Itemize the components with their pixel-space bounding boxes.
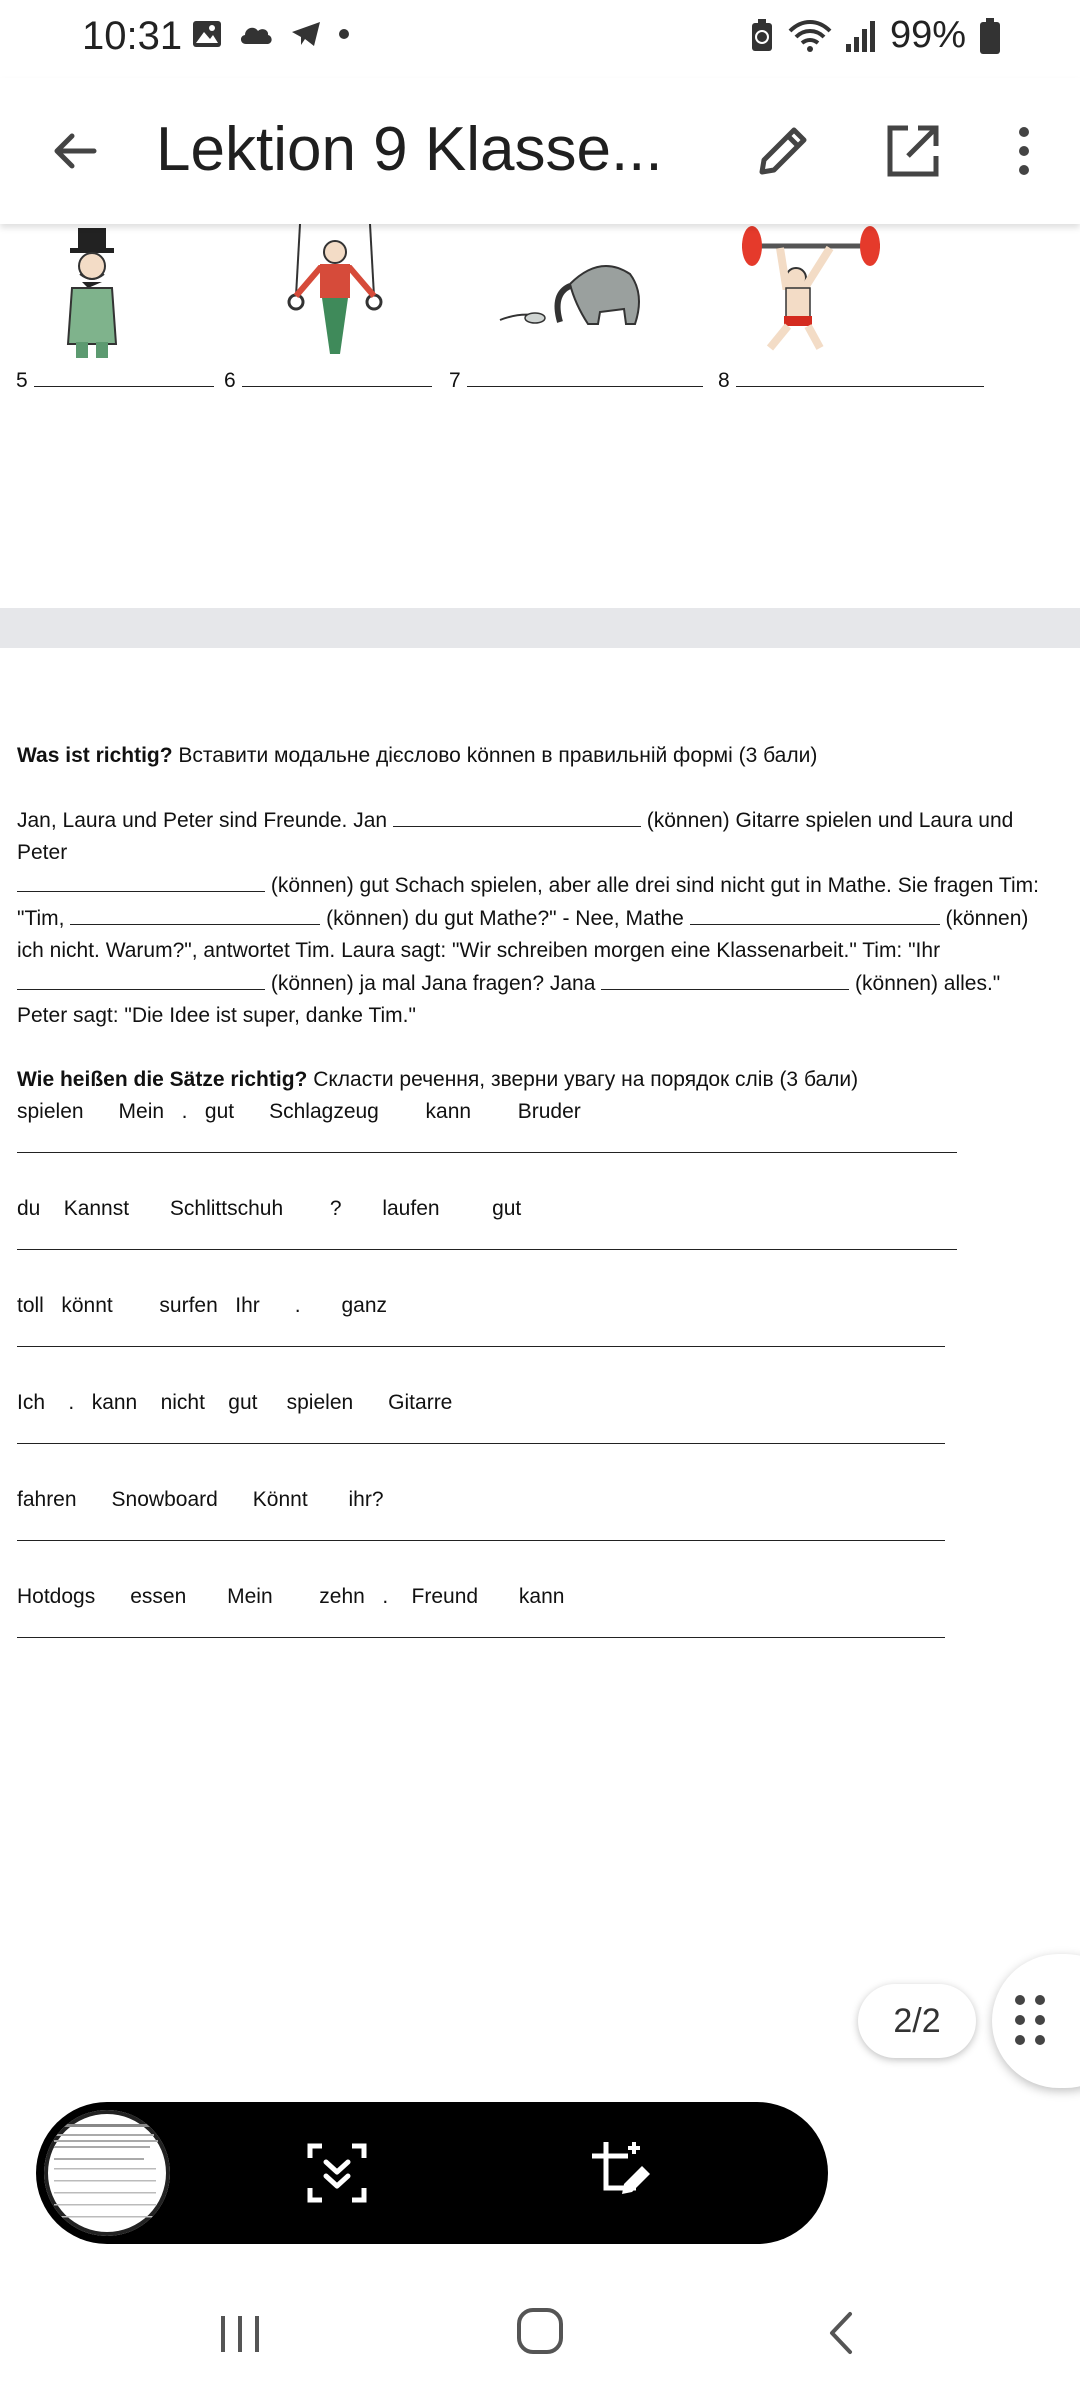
signal-icon [846,20,876,52]
weightlifter-illustration [742,226,880,348]
exercise1-heading: Was ist richtig? Вставити модальне дієслово können в правильній формі (3 бали) [17,744,818,767]
exercise1-line-5: (können) ja mal Jana fragen? Jana (können) alles." [17,967,1057,1000]
status-right [750,14,1000,57]
exercise1-line-6: Peter sagt: "Die Idee ist super, danke Tim." [17,1004,416,1027]
document-page-1 [0,224,1080,608]
battery-saver-icon [750,19,774,53]
telegram-icon [290,20,322,48]
status-time: 10:31 [82,14,183,58]
blank-5: 5 [16,368,214,393]
blank-8: 8 [718,368,984,393]
page-counter: 2/2 [858,1984,976,2058]
document-title: Lektion 9 Klasse... [156,115,663,184]
battery-icon [980,18,1000,54]
scrambled-sentence-5: fahren Snowboard Könnt ihr? [17,1488,384,1511]
scrambled-sentence-2: du Kannst Schlittschuh ? laufen gut [17,1197,522,1220]
exercise-illustrations [0,224,1080,364]
battery-percent: 99% [889,14,966,56]
status-bar [0,0,1080,78]
screenshot-toolbar [36,2102,828,2244]
exercise1-line-1: Jan, Laura und Peter sind Freunde. Jan (können) Gitarre spielen und Laura und Peter [17,804,1057,869]
document-page-2 [0,648,1080,2108]
recent-apps-icon[interactable] [218,2312,262,2356]
home-icon[interactable] [515,2306,565,2356]
scrambled-sentence-1: spielen Mein . gut Schlagzeug kann Bruder [17,1100,581,1123]
document-content [17,740,1057,1638]
ringmaster-illustration [68,228,116,358]
image-icon [192,20,222,48]
pencil-icon[interactable] [750,118,816,184]
answer-line-6 [17,1637,945,1638]
notification-icons [192,20,350,48]
grid-dots-icon [1010,1990,1070,2050]
page-separator [0,608,1080,648]
exercise1-line-3: "Tim, (können) du gut Mathe?" - Nee, Mathe (können) [17,902,1057,935]
cloud-icon [238,22,274,46]
gymnast-illustration [289,224,381,354]
elephant-illustration [500,266,639,324]
scroll-capture-icon[interactable] [304,2140,370,2206]
nav-back-icon[interactable] [826,2310,856,2356]
screenshot-thumbnail[interactable] [44,2110,170,2236]
blank-7: 7 [449,368,703,393]
more-vert-icon[interactable] [994,118,1054,184]
crop-edit-icon[interactable] [588,2138,656,2206]
thumbnail-preview [44,2110,170,2236]
exercise1-line-4: ich nicht. Warum?", antwortet Tim. Laura sagt: "Wir schreiben morgen eine Klassenarbeit." Tim: "Ihr [17,939,941,962]
exercise1-line-2: (können) gut Schach spielen, aber alle drei sind nicht gut in Mathe. Sie fragen Tim: [17,869,1057,902]
open-external-icon[interactable] [880,118,946,184]
app-bar [0,78,1080,224]
dot-icon [338,28,350,40]
scrambled-sentence-6: Hotdogs essen Mein zehn . Freund kann [17,1585,565,1608]
scrambled-sentence-3: toll könnt surfen Ihr . ganz [17,1294,387,1317]
blank-6: 6 [224,368,432,393]
back-arrow-icon[interactable] [42,118,108,184]
scrambled-sentence-4: Ich . kann nicht gut spielen Gitarre [17,1391,453,1414]
wifi-icon [788,19,832,53]
system-nav-bar [0,2266,1080,2400]
exercise2-heading: Wie heißen die Sätze richtig? Скласти речення, зверни увагу на порядок слів (3 бали) [17,1068,859,1091]
